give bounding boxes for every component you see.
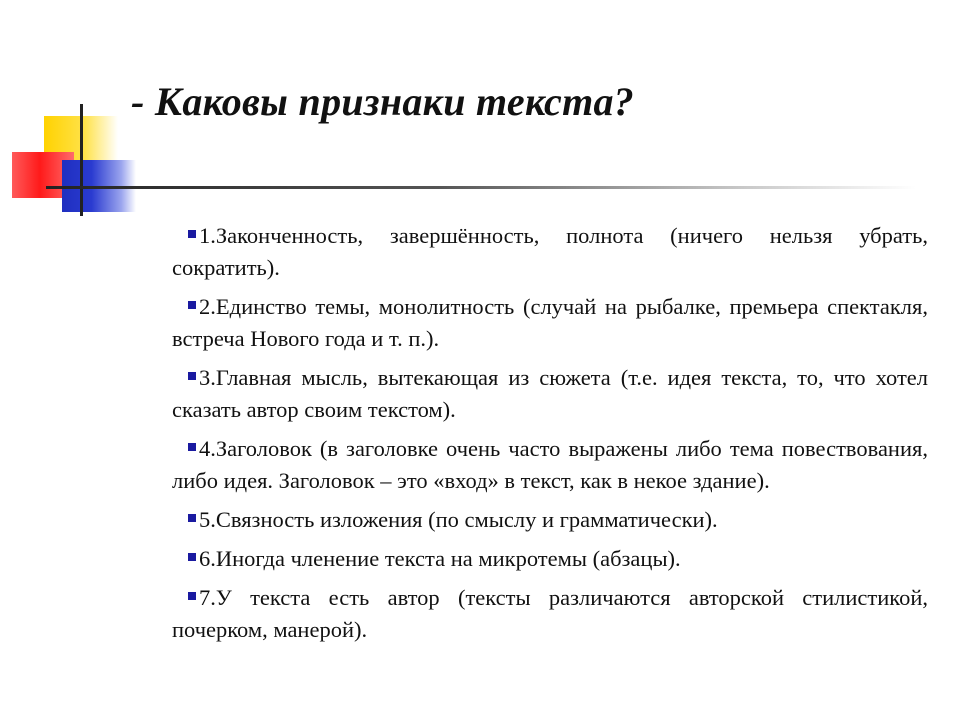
bullet-icon bbox=[188, 230, 196, 238]
list-item-text: 7.У текста есть автор (тексты различаются авторской стилистикой, почерком, манерой). bbox=[172, 585, 928, 642]
feature-list bbox=[172, 220, 928, 653]
list-item bbox=[172, 433, 928, 497]
list-item-text: 6.Иногда членение текста на микротемы (абзацы). bbox=[199, 546, 681, 571]
slide-title: - Каковы признаки текста? bbox=[131, 79, 635, 124]
list-item-text: 2.Единство темы, монолитность (случай на рыбалке, премьера спектакля, встреча Нового года и т. п.). bbox=[172, 294, 928, 351]
bullet-icon bbox=[188, 553, 196, 561]
list-item bbox=[172, 504, 928, 536]
list-item-text: 3.Главная мысль, вытекающая из сюжета (т.е. идея текста, то, что хотел сказать автор своим текстом). bbox=[172, 365, 928, 422]
bullet-icon bbox=[188, 592, 196, 600]
list-item-text: 4.Заголовок (в заголовке очень часто выражены либо тема повествования, либо идея. Заголовок – это «вход» в текст, как в некое здание). bbox=[172, 436, 928, 493]
bullet-icon bbox=[188, 372, 196, 380]
list-item-text: 1.Законченность, завершённость, полнота (ничего нельзя убрать, сократить). bbox=[172, 223, 928, 280]
list-item bbox=[172, 543, 928, 575]
list-item bbox=[172, 291, 928, 355]
list-item-text: 5.Связность изложения (по смыслу и грамматически). bbox=[199, 507, 718, 532]
bullet-icon bbox=[188, 514, 196, 522]
bullet-icon bbox=[188, 301, 196, 309]
list-item bbox=[172, 582, 928, 646]
decor-vertical-line bbox=[80, 104, 83, 216]
title-underline bbox=[46, 186, 916, 189]
list-item bbox=[172, 362, 928, 426]
list-item bbox=[172, 220, 928, 284]
bullet-icon bbox=[188, 443, 196, 451]
